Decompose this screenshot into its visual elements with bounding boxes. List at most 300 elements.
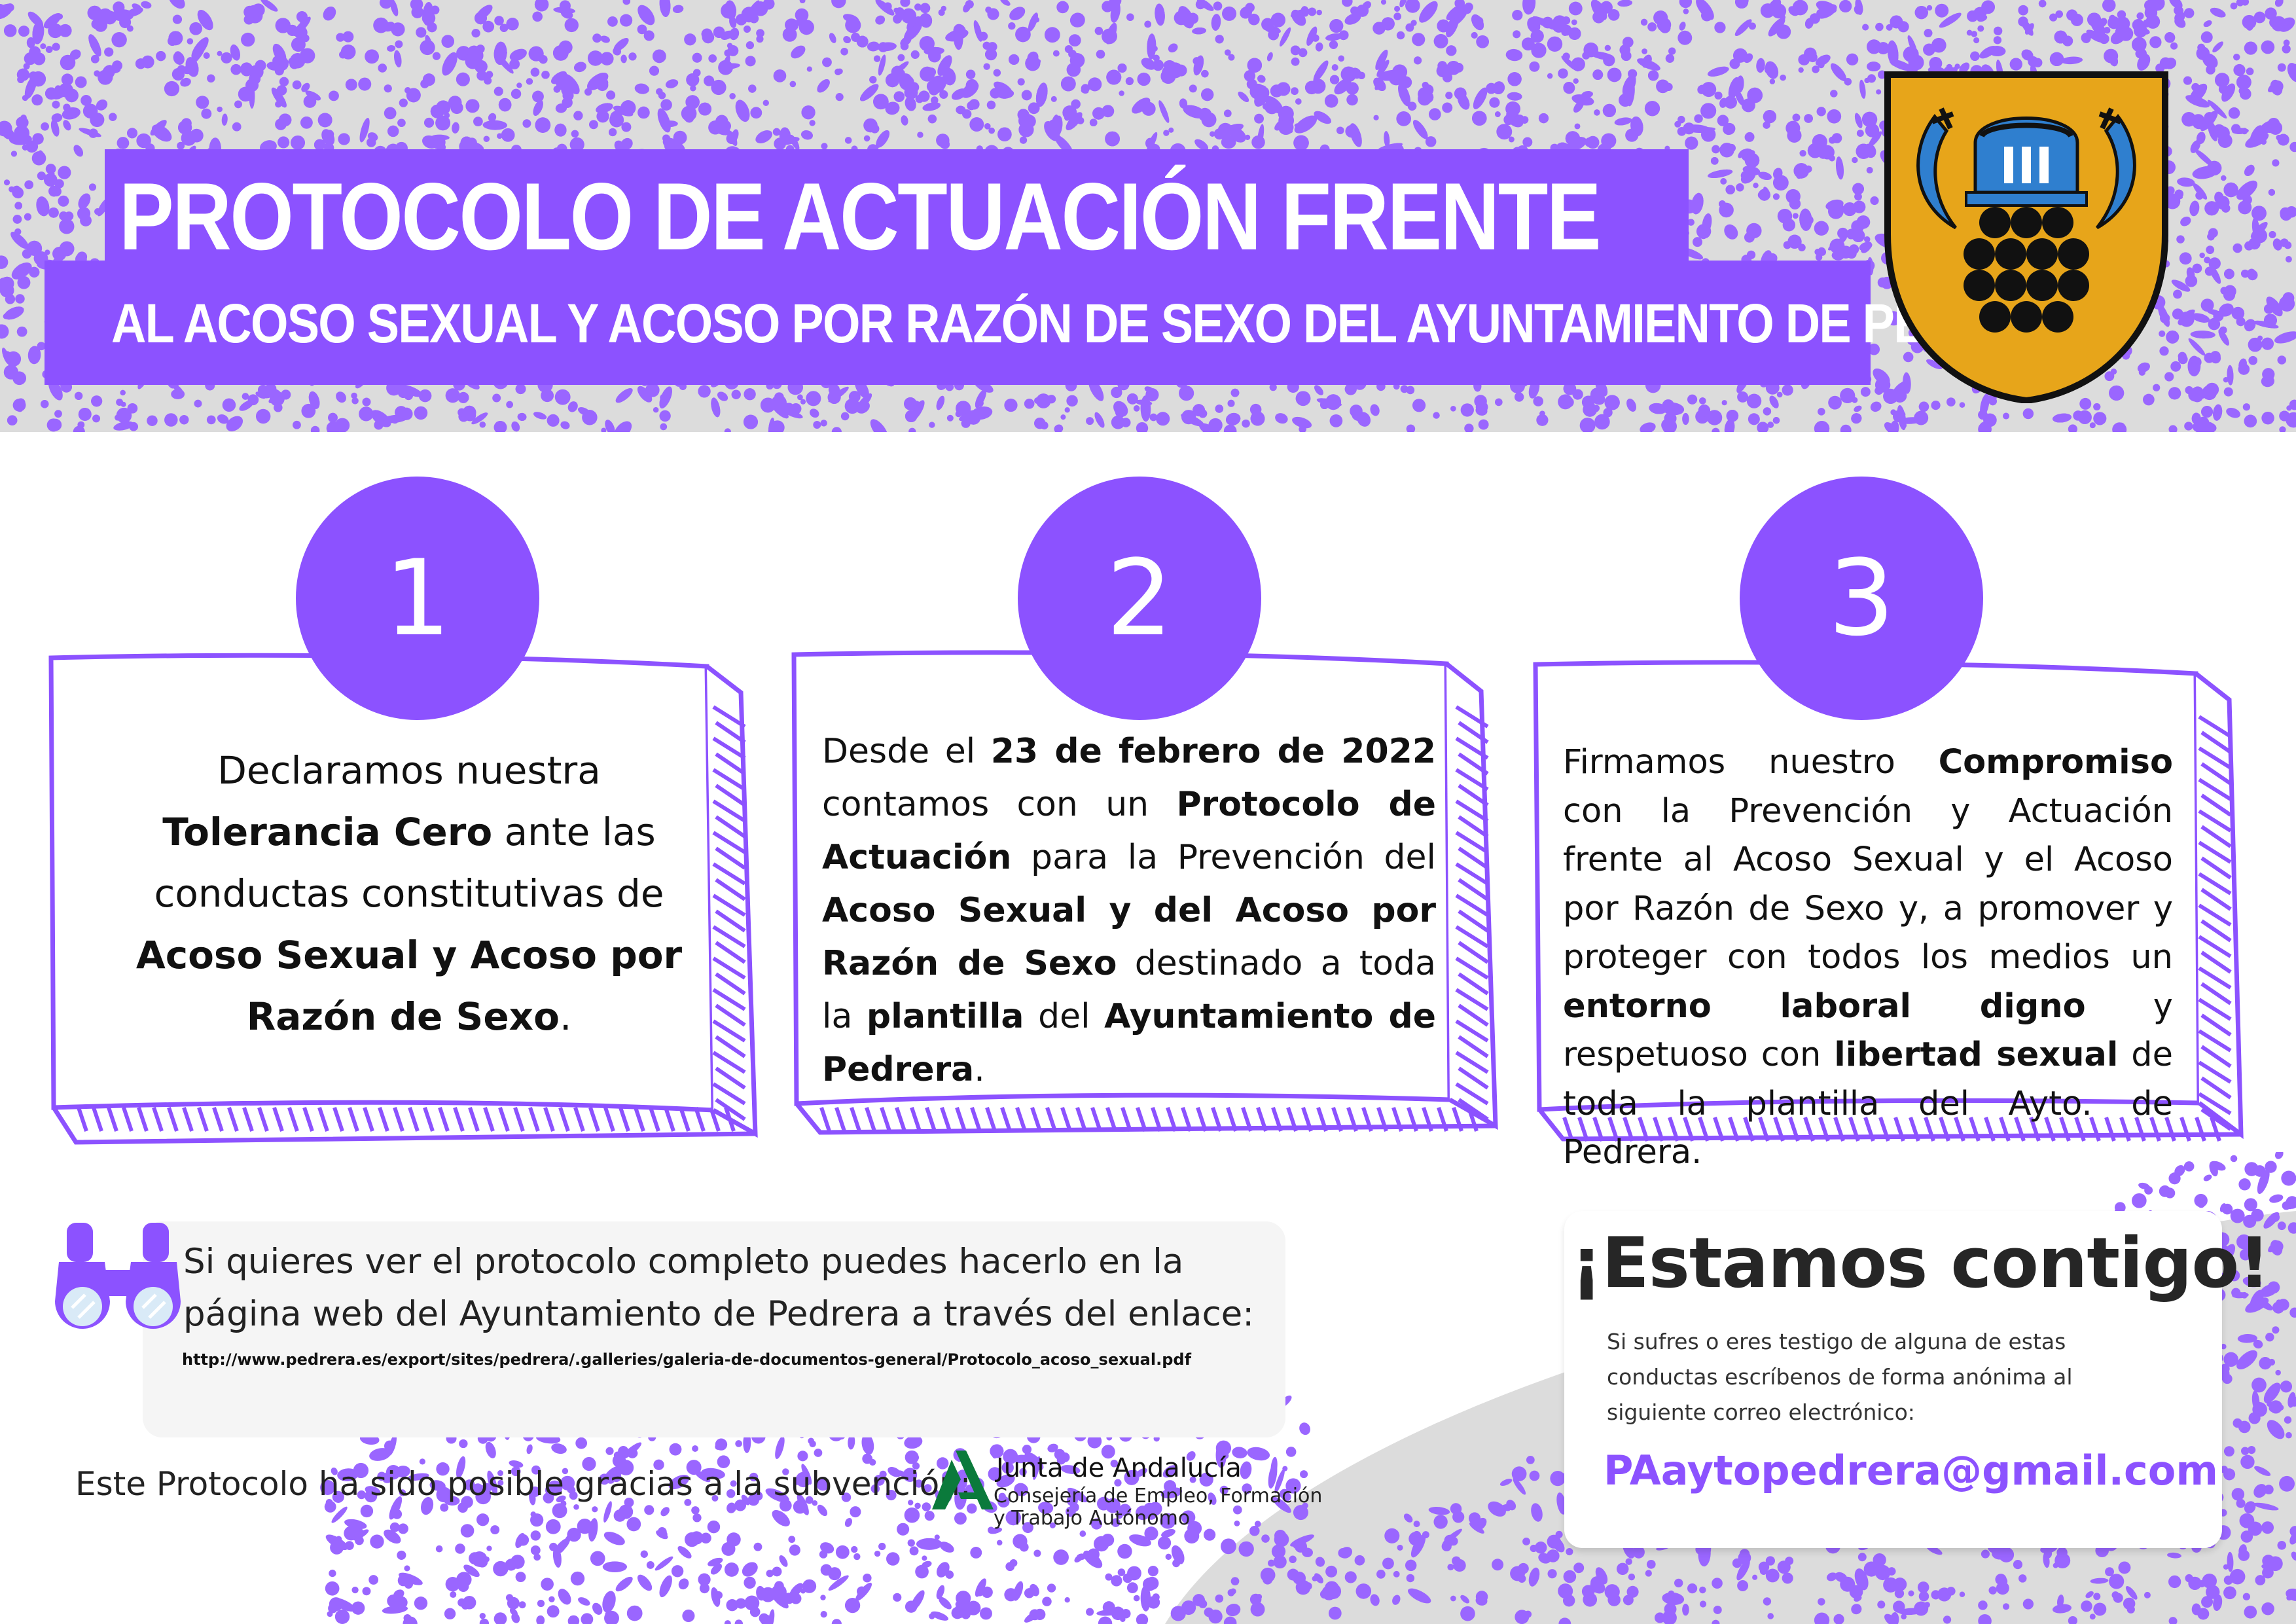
speckle-dot — [2280, 209, 2292, 221]
speckle-dot — [127, 128, 137, 138]
speckle-dot — [653, 407, 659, 413]
speckle-dot — [573, 60, 588, 74]
speckle-dot — [373, 18, 389, 33]
speckle-dot — [1507, 72, 1521, 86]
speckle-dot — [1569, 2, 1583, 16]
speckle-dot — [2189, 200, 2200, 217]
speckle-dot — [501, 50, 507, 56]
speckle-dot — [33, 52, 45, 65]
speckle-dot — [917, 132, 923, 137]
speckle-dot — [983, 63, 990, 69]
speckle-dot — [711, 80, 726, 95]
speckle-dot — [1278, 26, 1293, 48]
speckle-dot — [1840, 388, 1855, 403]
speckle-dot — [1128, 395, 1134, 402]
speckle-dot — [4, 179, 10, 185]
speckle-dot — [16, 264, 28, 276]
speckle-dot — [708, 54, 717, 63]
speckle-dot — [241, 33, 255, 46]
speckle-dot — [985, 48, 997, 60]
speckle-dot — [35, 195, 51, 217]
speckle-dot — [845, 17, 861, 33]
speckle-dot — [2149, 36, 2161, 48]
speckle-dot — [365, 49, 379, 63]
speckle-dot — [1480, 39, 1487, 46]
speckle-dot — [468, 48, 484, 63]
speckle-dot — [387, 126, 399, 137]
speckle-dot — [378, 63, 387, 73]
speckle-dot — [318, 113, 332, 128]
speckle-dot — [672, 4, 684, 14]
speckle-dot — [217, 51, 222, 56]
speckle-dot — [2289, 142, 2296, 152]
speckle-dot — [1210, 132, 1215, 137]
speckle-dot — [423, 73, 435, 86]
speckle-dot — [1231, 389, 1240, 397]
speckle-dot — [18, 26, 29, 37]
speckle-dot — [1582, 52, 1590, 60]
speckle-dot — [1061, 77, 1076, 92]
speckle-dot — [1274, 16, 1283, 26]
speckle-dot — [867, 416, 891, 432]
speckle-dot — [13, 215, 22, 224]
speckle-dot — [899, 73, 912, 86]
speckle-dot — [1160, 69, 1175, 84]
speckle-dot — [1149, 414, 1157, 422]
speckle-dot — [1700, 103, 1716, 118]
speckle-dot — [1126, 13, 1134, 21]
speckle-dot — [1330, 414, 1343, 427]
speckle-dot — [497, 133, 503, 139]
speckle-dot — [2242, 163, 2257, 178]
speckle-dot — [1208, 418, 1222, 432]
speckle-dot — [1789, 198, 1801, 209]
speckle-dot — [810, 120, 816, 126]
speckle-dot — [1800, 150, 1806, 156]
speckle-dot — [1935, 4, 1948, 18]
speckle-dot — [1574, 123, 1580, 129]
speckle-dot — [1717, 115, 1729, 126]
speckle-dot — [391, 22, 404, 36]
speckle-dot — [217, 107, 222, 112]
speckle-dot — [1685, 136, 1698, 149]
speckle-dot — [94, 70, 100, 77]
speckle-dot — [613, 386, 635, 405]
speckle-dot — [238, 87, 253, 101]
speckle-dot — [2212, 404, 2223, 422]
speckle-dot — [230, 64, 242, 75]
speckle-dot — [2231, 3, 2238, 10]
speckle-dot — [715, 115, 728, 128]
speckle-dot — [465, 99, 479, 113]
speckle-dot — [900, 0, 910, 7]
speckle-dot — [592, 33, 601, 43]
speckle-dot — [1215, 405, 1223, 413]
speckle-dot — [1812, 65, 1820, 73]
speckle-dot — [329, 90, 339, 101]
speckle-dot — [2224, 388, 2233, 397]
speckle-dot — [1144, 21, 1151, 28]
speckle-dot — [1539, 410, 1545, 416]
speckle-dot — [1247, 58, 1262, 72]
speckle-dot — [194, 400, 202, 408]
speckle-dot — [698, 103, 711, 116]
speckle-dot — [1051, 96, 1057, 102]
speckle-dot — [1126, 77, 1134, 85]
speckle-dot — [506, 401, 513, 408]
speckle-dot — [620, 100, 636, 115]
speckle-dot — [867, 41, 880, 52]
speckle-dot — [488, 123, 494, 129]
speckle-dot — [1816, 254, 1822, 261]
speckle-dot — [1446, 45, 1456, 56]
speckle-dot — [22, 145, 28, 151]
speckle-dot — [928, 115, 937, 124]
speckle-dot — [1793, 213, 1799, 219]
speckle-dot — [291, 135, 305, 150]
speckle-dot — [1471, 32, 1478, 39]
speckle-dot — [0, 277, 14, 291]
speckle-dot — [1827, 109, 1841, 124]
speckle-dot — [1862, 24, 1869, 30]
speckle-dot — [65, 88, 79, 102]
speckle-dot — [510, 420, 521, 432]
speckle-dot — [1978, 410, 1987, 420]
speckle-dot — [553, 45, 569, 61]
speckle-dot — [174, 51, 181, 58]
speckle-dot — [745, 56, 756, 66]
speckle-dot — [388, 0, 400, 17]
speckle-dot — [166, 0, 188, 12]
speckle-dot — [1678, 21, 1687, 31]
speckle-dot — [609, 128, 617, 136]
speckle-dot — [2167, 424, 2179, 432]
speckle-dot — [969, 117, 984, 132]
speckle-dot — [1052, 423, 1065, 432]
speckle-dot — [1668, 47, 1676, 54]
speckle-dot — [1614, 116, 1633, 126]
speckle-dot — [1793, 114, 1801, 122]
speckle-dot — [2039, 0, 2047, 7]
speckle-dot — [1329, 41, 1338, 49]
speckle-dot — [1437, 20, 1450, 33]
speckle-dot — [86, 126, 99, 139]
speckle-dot — [77, 422, 84, 429]
speckle-dot — [526, 78, 533, 84]
speckle-dot — [644, 30, 655, 41]
speckle-dot — [2244, 42, 2257, 55]
speckle-dot — [746, 41, 754, 49]
speckle-dot — [821, 143, 827, 149]
speckle-dot — [1745, 153, 1760, 168]
speckle-dot — [637, 107, 650, 119]
speckle-dot — [1849, 411, 1864, 425]
speckle-dot — [2224, 269, 2234, 280]
speckle-dot — [1782, 384, 1793, 395]
speckle-dot — [522, 119, 531, 128]
speckle-dot — [2184, 8, 2195, 18]
speckle-dot — [1749, 22, 1756, 29]
speckle-dot — [2269, 231, 2276, 238]
speckle-dot — [571, 130, 579, 137]
speckle-dot — [994, 69, 1001, 77]
speckle-dot — [715, 390, 729, 403]
speckle-dot — [726, 134, 737, 144]
speckle-dot — [1350, 405, 1363, 418]
speckle-dot — [2205, 266, 2214, 276]
speckle-dot — [1047, 395, 1056, 403]
speckle-dot — [1853, 200, 1865, 213]
speckle-dot — [457, 392, 469, 403]
speckle-dot — [1156, 412, 1170, 425]
speckle-dot — [291, 37, 306, 52]
speckle-dot — [1242, 420, 1250, 428]
speckle-dot — [1256, 73, 1267, 84]
speckle-dot — [2170, 43, 2178, 50]
speckle-dot — [1522, 0, 1536, 15]
speckle-dot — [1638, 420, 1657, 432]
speckle-dot — [874, 14, 887, 26]
speckle-dot — [664, 78, 679, 90]
speckle-dot — [1603, 54, 1615, 66]
speckle-dot — [966, 70, 975, 79]
speckle-dot — [1531, 43, 1546, 58]
speckle-dot — [1105, 132, 1120, 147]
speckle-dot — [1069, 34, 1081, 46]
speckle-dot — [1793, 7, 1799, 13]
speckle-dot — [773, 128, 781, 136]
speckle-dot — [2066, 9, 2077, 20]
speckle-dot — [1211, 14, 1221, 31]
speckle-dot — [2170, 361, 2181, 372]
speckle-dot — [1224, 109, 1232, 117]
speckle-dot — [561, 84, 573, 96]
speckle-dot — [88, 6, 102, 20]
speckle-dot — [24, 213, 31, 221]
speckle-dot — [2, 304, 26, 322]
speckle-dot — [987, 8, 999, 20]
speckle-dot — [2193, 116, 2206, 129]
speckle-dot — [1141, 102, 1155, 116]
speckle-dot — [905, 410, 917, 422]
speckle-dot — [1320, 401, 1329, 409]
speckle-dot — [401, 408, 413, 420]
speckle-dot — [2178, 355, 2188, 365]
speckle-dot — [1603, 104, 1616, 117]
speckle-dot — [1558, 394, 1573, 409]
speckle-dot — [2093, 403, 2100, 410]
speckle-dot — [29, 267, 39, 278]
speckle-dot — [29, 41, 35, 46]
speckle-dot — [1839, 0, 1852, 12]
speckle-dot — [1189, 84, 1197, 92]
speckle-dot — [37, 171, 46, 180]
speckle-dot — [982, 42, 990, 50]
speckle-dot — [471, 29, 480, 37]
speckle-dot — [1852, 157, 1857, 163]
speckle-dot — [1547, 37, 1562, 52]
speckle-dot — [2192, 96, 2200, 105]
speckle-dot — [111, 9, 134, 21]
speckle-dot — [789, 43, 808, 62]
speckle-dot — [2223, 183, 2238, 197]
speckle-dot — [1755, 58, 1765, 73]
speckle-dot — [832, 427, 842, 432]
speckle-dot — [414, 406, 427, 420]
speckle-dot — [2054, 31, 2067, 44]
speckle-dot — [800, 129, 814, 141]
speckle-dot — [2201, 298, 2214, 312]
speckle-dot — [2273, 0, 2285, 9]
speckle-dot — [1336, 126, 1344, 134]
speckle-dot — [1757, 422, 1768, 432]
speckle-dot — [223, 399, 236, 412]
speckle-dot — [293, 421, 301, 429]
speckle-dot — [249, 6, 257, 14]
speckle-dot — [1454, 63, 1463, 73]
speckle-dot — [1396, 111, 1411, 126]
speckle-dot — [1168, 128, 1174, 133]
speckle-dot — [1166, 42, 1179, 54]
speckle-dot — [14, 228, 21, 235]
speckle-dot — [748, 84, 756, 92]
speckle-dot — [1393, 12, 1401, 20]
speckle-dot — [940, 141, 948, 149]
speckle-dot — [1711, 157, 1719, 165]
speckle-dot — [196, 96, 209, 109]
speckle-dot — [732, 390, 741, 399]
speckle-dot — [31, 94, 43, 105]
speckle-dot — [1009, 54, 1019, 65]
speckle-dot — [831, 0, 846, 8]
speckle-dot — [531, 67, 540, 77]
speckle-dot — [89, 183, 96, 190]
speckle-dot — [1118, 63, 1127, 73]
speckle-dot — [1736, 183, 1744, 192]
speckle-dot — [1236, 90, 1251, 103]
speckle-dot — [1773, 193, 1780, 200]
speckle-dot — [744, 414, 758, 429]
speckle-dot — [1994, 27, 2002, 35]
speckle-dot — [482, 120, 507, 130]
speckle-dot — [874, 56, 880, 62]
speckle-dot — [63, 103, 70, 111]
speckle-dot — [790, 81, 797, 88]
speckle-dot — [729, 93, 735, 99]
speckle-dot — [555, 389, 571, 405]
speckle-dot — [660, 99, 672, 111]
speckle-dot — [15, 294, 24, 303]
speckle-dot — [232, 122, 242, 132]
speckle-dot — [1329, 19, 1343, 33]
speckle-dot — [988, 128, 995, 134]
speckle-dot — [1251, 412, 1265, 426]
speckle-dot — [897, 54, 905, 62]
speckle-dot — [920, 3, 931, 14]
speckle-dot — [1994, 36, 2001, 44]
speckle-dot — [1429, 108, 1441, 120]
speckle-dot — [800, 0, 806, 3]
speckle-dot — [7, 415, 17, 425]
speckle-dot — [2231, 124, 2240, 133]
speckle-dot — [18, 125, 26, 134]
speckle-dot — [1397, 31, 1405, 39]
speckle-dot — [1201, 70, 1208, 77]
speckle-dot — [2248, 356, 2257, 365]
speckle-dot — [358, 78, 371, 91]
speckle-dot — [656, 385, 674, 410]
speckle-dot — [2262, 368, 2274, 380]
speckle-dot — [2204, 353, 2215, 363]
speckle-dot — [41, 400, 48, 408]
speckle-dot — [2209, 6, 2227, 20]
speckle-dot — [1712, 428, 1719, 432]
speckle-dot — [2190, 330, 2215, 338]
speckle-dot — [1857, 130, 1864, 137]
speckle-dot — [395, 41, 403, 48]
speckle-dot — [221, 52, 232, 63]
speckle-dot — [873, 94, 889, 110]
speckle-dot — [14, 202, 22, 209]
speckle-dot — [492, 394, 501, 403]
speckle-dot — [2050, 52, 2064, 66]
speckle-dot — [207, 416, 216, 425]
speckle-dot — [325, 130, 334, 139]
speckle-dot — [1840, 425, 1852, 432]
speckle-dot — [275, 118, 287, 130]
speckle-dot — [1759, 189, 1770, 201]
speckle-dot — [393, 50, 403, 68]
speckle-dot — [2261, 338, 2274, 350]
speckle-dot — [2132, 37, 2147, 52]
speckle-dot — [1747, 88, 1763, 103]
speckle-dot — [2279, 410, 2289, 421]
speckle-dot — [427, 22, 437, 32]
speckle-dot — [1020, 137, 1027, 144]
speckle-dot — [484, 135, 490, 142]
speckle-dot — [1381, 0, 1386, 5]
speckle-dot — [709, 397, 722, 418]
speckle-dot — [281, 389, 291, 399]
speckle-dot — [204, 52, 210, 59]
speckle-dot — [1505, 48, 1523, 62]
speckle-dot — [404, 391, 413, 401]
speckle-dot — [1111, 416, 1125, 429]
speckle-dot — [535, 0, 548, 11]
speckle-dot — [46, 164, 56, 174]
speckle-dot — [1713, 415, 1722, 424]
speckle-dot — [1719, 200, 1726, 208]
speckle-dot — [1422, 91, 1433, 103]
speckle-dot — [1706, 65, 1730, 79]
speckle-dot — [806, 391, 821, 406]
speckle-dot — [1744, 232, 1755, 243]
speckle-dot — [1102, 1, 1113, 12]
speckle-dot — [1070, 13, 1084, 27]
speckle-dot — [1198, 409, 1207, 418]
speckle-dot — [1533, 396, 1543, 406]
speckle-dot — [179, 415, 188, 424]
speckle-dot — [539, 55, 547, 63]
speckle-dot — [2061, 56, 2083, 65]
speckle-dot — [1472, 111, 1487, 126]
speckle-dot — [756, 29, 764, 37]
speckle-dot — [190, 129, 204, 143]
speckle-dot — [728, 27, 740, 41]
speckle-dot — [1814, 421, 1829, 432]
speckle-dot — [1291, 58, 1300, 66]
speckle-dot — [554, 86, 561, 93]
